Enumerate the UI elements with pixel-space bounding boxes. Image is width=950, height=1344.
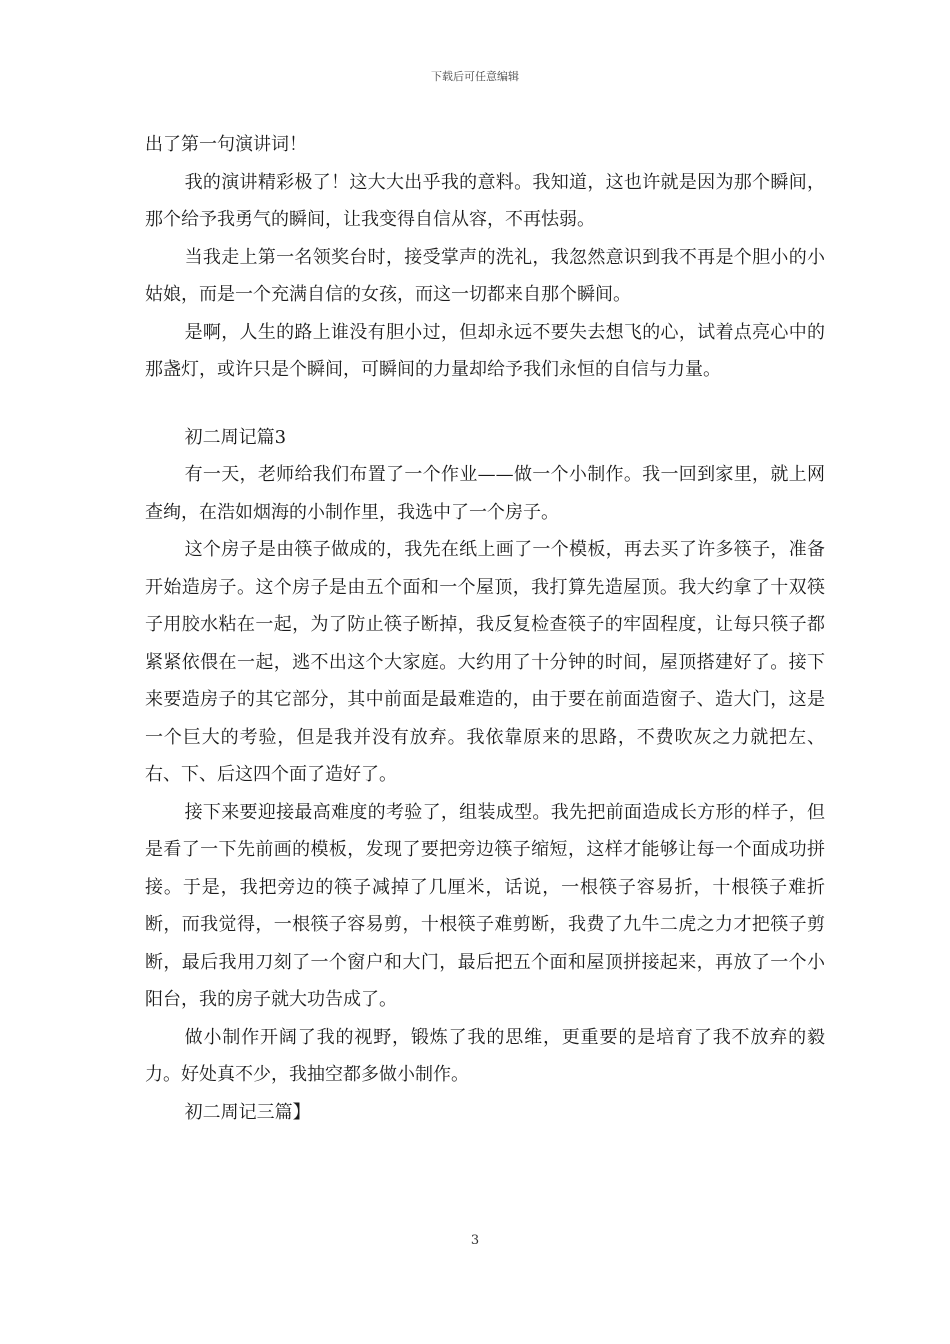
paragraph: 接下来要迎接最高难度的考验了，组装成型。我先把前面造成长方形的样子，但是看了一下先前画的模板，发现了要把旁边筷子缩短，这样才能够让每一个面成功拼接。于是，我把旁边的筷子减掉了几厘米，话说，一根筷子容易折，十根筷子难折断，而我觉得，一根筷子容易剪，十根筷子难剪断，我费了九牛二虎之力才把筷子剪断，最后我用刀刻了一个窗户和大门，最后把五个面和屋顶拼接起来，再放了一个小阳台，我的房子就大功告成了。 [145,801,825,1010]
section-heading: 初二周记篇3 [184,426,287,448]
paragraph: 当我走上第一名领奖台时，接受掌声的洗礼，我忽然意识到我不再是个胆小的小姑娘，而是一个充满自信的女孩，而这一切都来自那个瞬间。 [145,246,825,305]
paragraph: 有一天，老师给我们布置了一个作业——做一个小制作。我一回到家里，就上网查绚，在浩如烟海的小制作里，我选中了一个房子。 [145,464,825,523]
paragraph: 这个房子是由筷子做成的，我先在纸上画了一个模板，再去买了许多筷子，准备开始造房子。这个房子是由五个面和一个屋顶，我打算先造屋顶。我大约拿了十双筷子用胶水粘在一起，为了防止筷子断掉，我反复检查筷子的牢固程度，让每只筷子都紧紧依偎在一起，逃不出这个大家庭。大约用了十分钟的时间，屋顶搭建好了。接下来要造房子的其它部分，其中前面是最难造的，由于要在前面造窗子、造大门，这是一个巨大的考验，但是我并没有放弃。我依靠原来的思路，不费吹灰之力就把左、右、下、后这四个面了造好了。 [145,539,825,785]
page-header: 下载后可任意编辑 [431,70,519,83]
paragraph: 做小制作开阔了我的视野，锻炼了我的思维，更重要的是培育了我不放弃的毅力。好处真不少，我抽空都多做小制作。 [145,1026,825,1085]
paragraph: 我的演讲精彩极了！这大大出乎我的意料。我知道，这也许就是因为那个瞬间，那个给予我勇气的瞬间，让我变得自信从容，不再怯弱。 [145,171,825,230]
page-number: 3 [470,1233,480,1248]
paragraph-continuation: 出了第一句演讲词！ [145,134,307,155]
document-body [145,126,825,1131]
paragraph: 是啊，人生的路上谁没有胆小过，但却永远不要失去想飞的心，试着点亮心中的那盏灯，或许只是个瞬间，可瞬间的力量却给予我们永恒的自信与力量。 [145,321,825,380]
section-footer-title: 初二周记三篇】 [184,1101,311,1123]
